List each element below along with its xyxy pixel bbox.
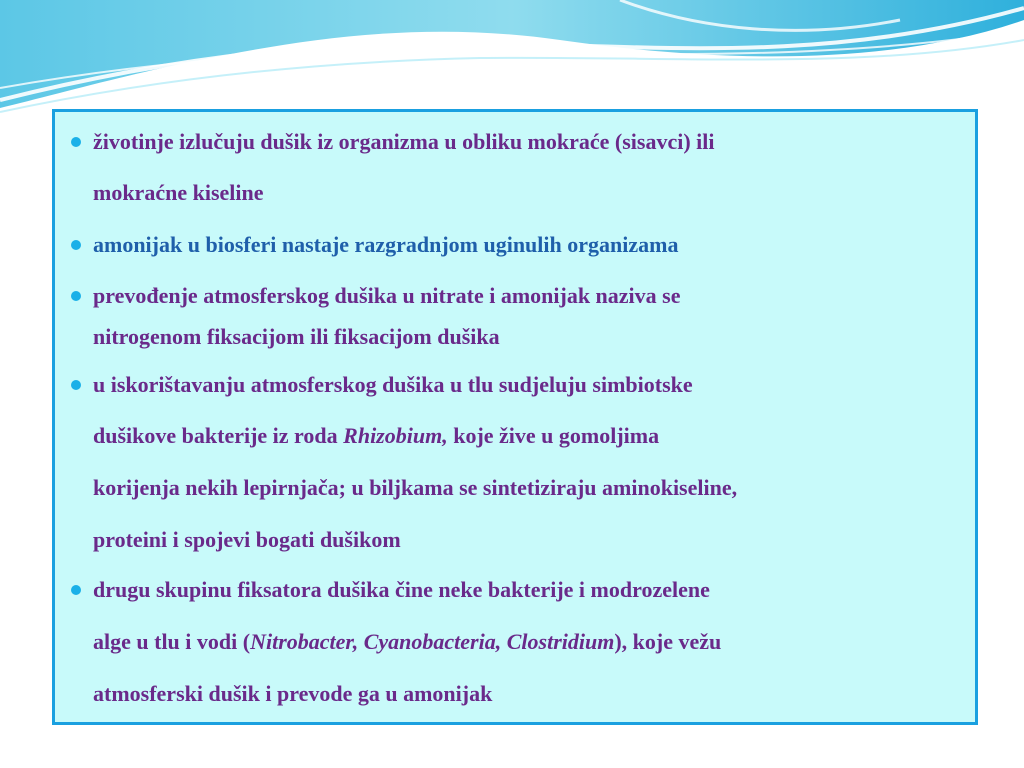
bullet-1-line-2 [93,179,264,207]
bullet-2-line-1 [93,231,678,259]
text-segment: dušikove bakterije iz roda [93,423,344,448]
bullet-dot-icon [71,380,81,390]
text-segment: amonijak u biosferi nastaje razgradnjom uginulih organizama [93,232,679,257]
scientific-name: Nitrobacter, Cyanobacteria, Clostridium [250,629,615,654]
bullet-list [55,112,975,722]
bullet-4-line-1 [93,371,693,399]
text-segment: atmosferski dušik i prevode ga u amonijak [93,681,493,706]
bullet-dot-icon [71,585,81,595]
text-segment: prevođenje atmosferskog dušika u nitrate i amonijak naziva se [93,283,681,308]
bullet-5-line-3 [93,680,492,708]
text-segment: koje vežu [627,629,722,654]
bullet-dot-icon [71,240,81,250]
bullet-dot-icon [71,137,81,147]
text-segment: nitrogenom fiksacijom ili fiksacijom dušika [93,324,500,349]
bullet-dot-icon [71,291,81,301]
bullet-4-line-3 [93,474,737,502]
bullet-1-line-1 [93,128,715,156]
text-segment: korijenja nekih lepirnjača; u biljkama se sintetiziraju aminokiseline, [93,475,738,500]
content-box [52,109,978,725]
text-segment: u iskorištavanju atmosferskog dušika u tlu sudjeluju simbiotske [93,372,693,397]
text-segment: drugu skupinu fiksatora dušika čine neke bakterije i modrozelene [93,577,710,602]
bullet-4-line-2 [93,422,659,450]
text-segment: koje žive u gomoljima [447,423,660,448]
bullet-4-line-4 [93,526,401,554]
text-segment: mokraćne kiseline [93,180,264,205]
text-segment: ), [614,629,628,654]
bullet-3-line-1 [93,282,681,310]
bullet-3-line-2 [93,323,500,351]
text-segment: proteini i spojevi bogati dušikom [93,527,401,552]
header-wave-decoration [0,0,1024,120]
bullet-5-line-2 [93,628,721,656]
text-segment: životinje izlučuju dušik iz organizma u obliku mokraće (sisavci) ili [93,129,715,154]
bullet-5-line-1 [93,576,710,604]
scientific-name: Rhizobium, [343,423,448,448]
text-segment: alge u tlu i vodi ( [93,629,251,654]
